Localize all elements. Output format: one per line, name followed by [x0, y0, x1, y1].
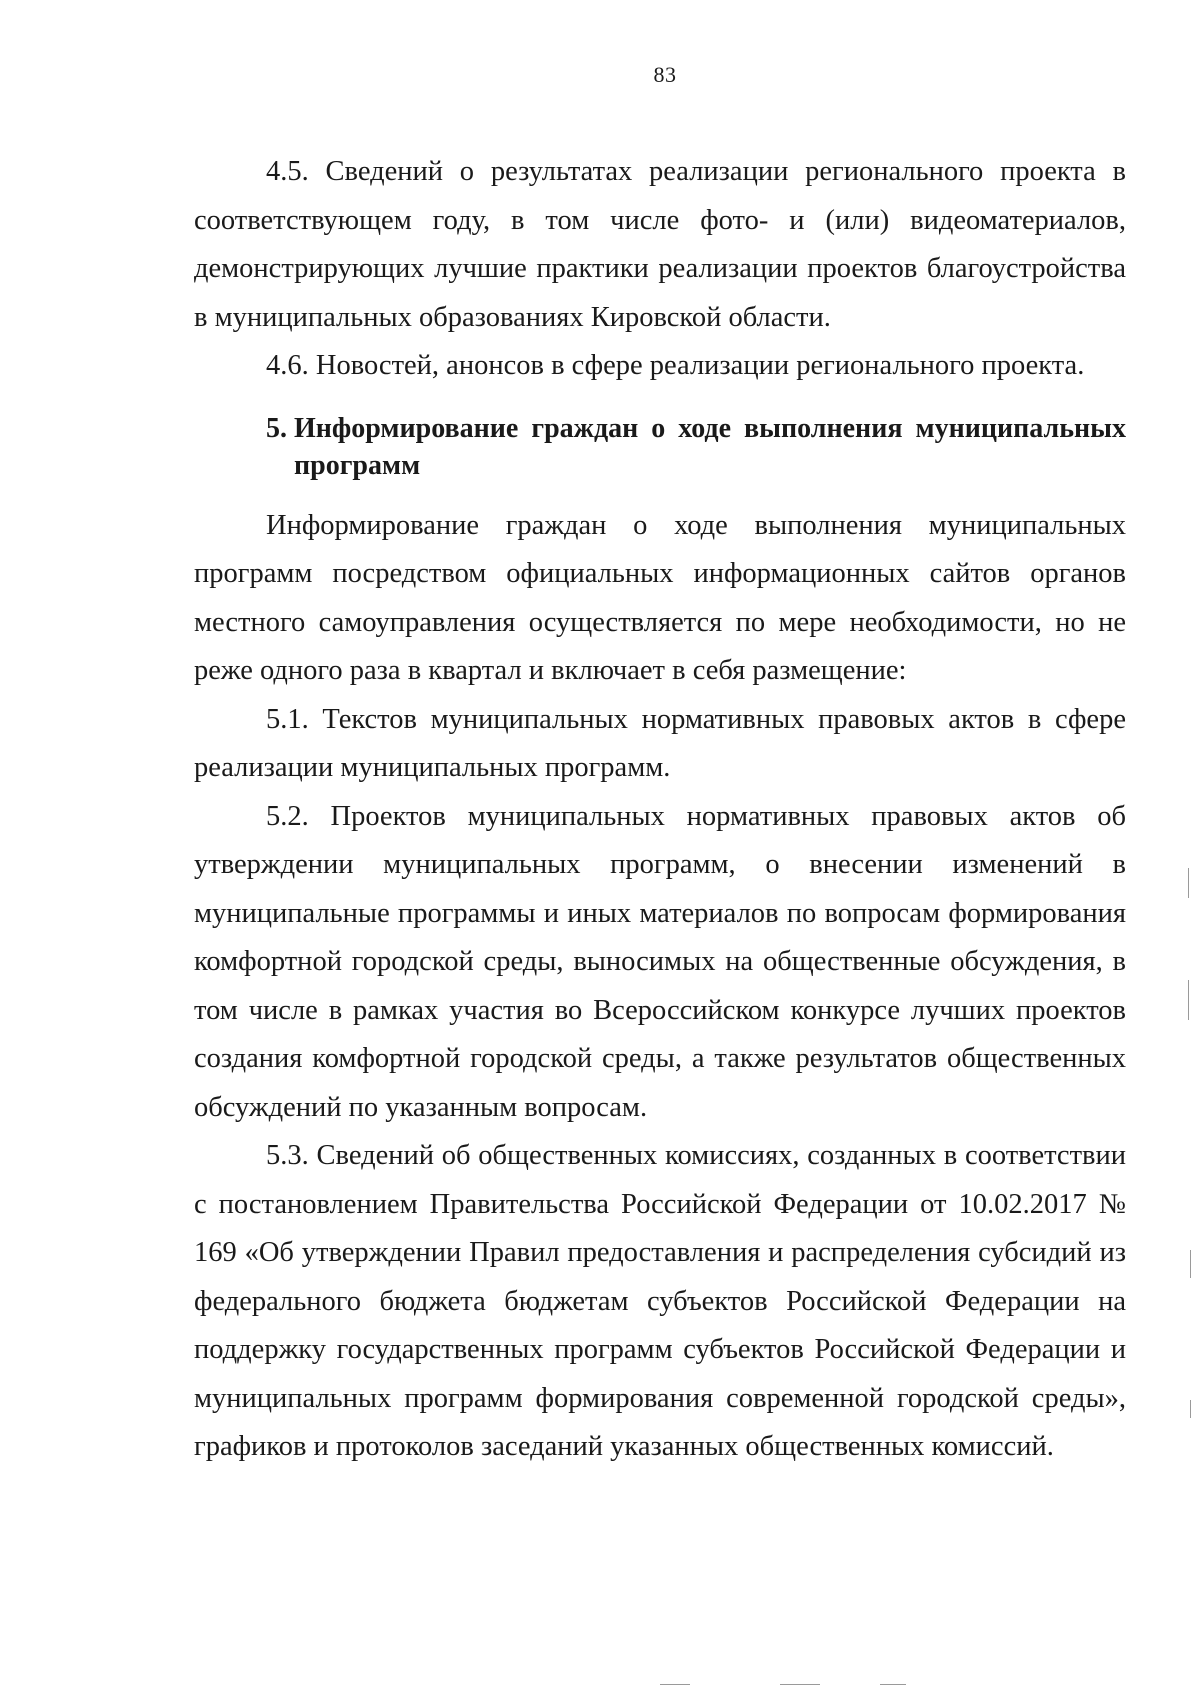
paragraph-5-3: 5.3. Сведений об общественных комиссиях, созданных в соответствии с постановлением Правительства Российской Федерации от 10.02.2017 № 169 «Об утверждении Правил предоставления и распределения субсидий из федерального бюджета бюджетам субъектов Российской Федерации на поддержку государственных программ субъектов Российской Федерации и муниципальных программ формирования современной городской среды», графиков и протоколов заседаний указанных общественных комиссий.	[194, 1140, 1126, 1462]
scan-artifact	[1188, 868, 1189, 898]
section-number: 5.	[266, 412, 287, 444]
paragraph-5-2: 5.2. Проектов муниципальных нормативных правовых актов об утверждении муниципальных программ, о внесении изменений в муниципальные программы и иных материалов по вопросам формирования комфортной городской среды, выносимых на общественные обсуждения, в том числе в рамках участия во Всероссийском конкурсе лучших проектов создания комфортной городской среды, а также результатов общественных обсуждений по указанным вопросам.	[194, 800, 1126, 1123]
scan-artifact	[780, 1684, 820, 1685]
scan-artifact	[660, 1684, 690, 1685]
document-body	[194, 148, 1126, 1472]
scan-artifact	[880, 1684, 906, 1685]
section-heading	[194, 410, 1126, 484]
paragraph-4-5: 4.5. Сведений о результатах реализации регионального проекта в соответствующем году, в том числе фото- и (или) видеоматериалов, демонстрирующих лучшие практики реализации проектов благоустройства в муниципальных образованиях Кировской области.	[194, 156, 1126, 333]
paragraph-4-6: 4.6. Новостей, анонсов в сфере реализации регионального проекта.	[266, 350, 1085, 381]
paragraph-5-1: 5.1. Текстов муниципальных нормативных правовых актов в сфере реализации муниципальных программ.	[194, 703, 1126, 783]
scan-artifact	[1190, 1400, 1191, 1418]
page-number: 83	[653, 62, 677, 87]
scan-artifact	[1188, 980, 1189, 1020]
scan-artifact	[1190, 1250, 1191, 1278]
section-title: Информирование граждан о ходе выполнения муниципальных программ	[294, 412, 1126, 481]
paragraph-intro: Информирование граждан о ходе выполнения муниципальных программ посредством официальных информационных сайтов органов местного самоуправления осуществляется по мере необходимости, но не реже одного раза в квартал и включает в себя размещение:	[194, 509, 1126, 686]
